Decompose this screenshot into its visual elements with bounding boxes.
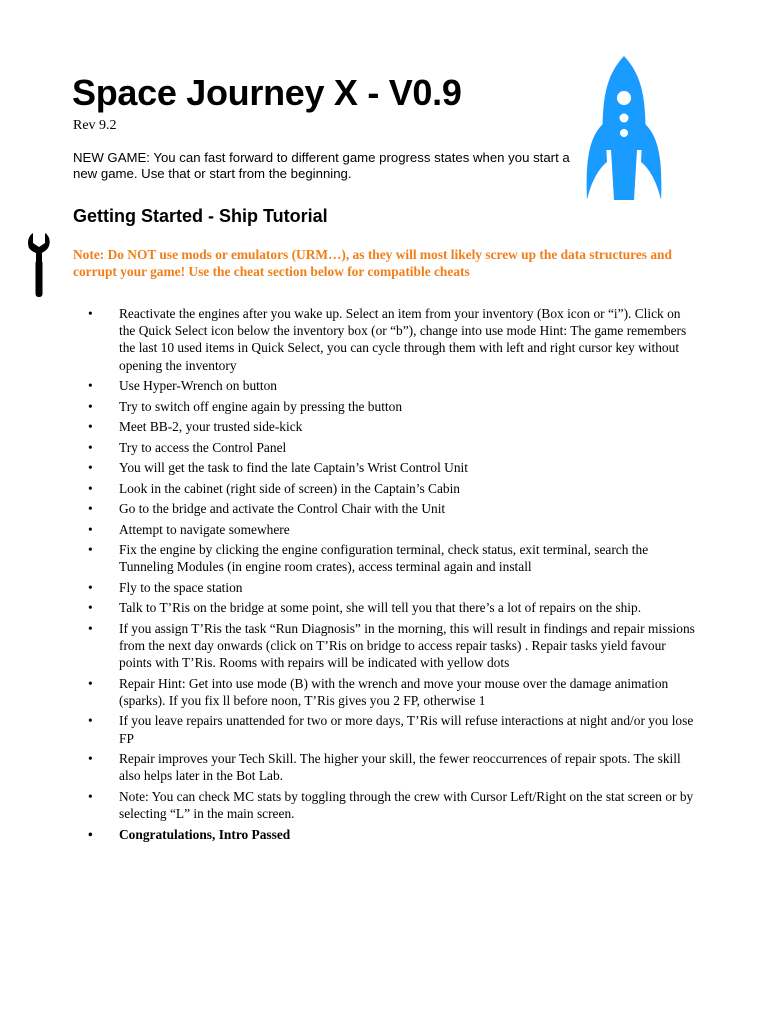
list-item: • Attempt to navigate somewhere [0, 521, 700, 538]
wrench-handle [36, 260, 43, 297]
wrench-head [28, 233, 50, 262]
list-item: • Note: You can check MC stats by toggling through the crew with Cursor Left/Right on the stat screen or by selecting “L” in the main screen. [0, 788, 700, 822]
list-item: • Fix the engine by clicking the engine configuration terminal, check status, exit terminal, search the Tunneling Modules (in engine room crates), access terminal again and install [0, 541, 700, 575]
new-game-paragraph: NEW GAME: You can fast forward to different game progress states when you start a new game. Use that or start from the beginning. [73, 150, 570, 181]
rocket-icon [583, 54, 665, 202]
list-item-final: • Congratulations, Intro Passed [0, 826, 700, 843]
tutorial-steps-list [0, 305, 700, 846]
list-item: • Meet BB-2, your trusted side-kick [0, 418, 700, 435]
list-item: • Use Hyper-Wrench on button [0, 377, 700, 394]
list-item: • Reactivate the engines after you wake up. Select an item from your inventory (Box icon or “i”). Click on the Quick Select icon below the inventory box (or “b”), change into use mode Hint: The game remembers the last 10 used items in Quick Select, you can cycle through them with left and right cursor key without opening the inventory [0, 305, 700, 374]
list-item: • If you leave repairs unattended for two or more days, T’Ris will refuse interactions at night and/or you lose FP [0, 712, 700, 746]
list-item: • Look in the cabinet (right side of screen) in the Captain’s Cabin [0, 480, 700, 497]
rocket-window-1 [617, 91, 631, 105]
list-item: • Try to access the Control Panel [0, 439, 700, 456]
warning-note: Note: Do NOT use mods or emulators (URM…), as they will most likely screw up the data structures and corrupt your game! Use the cheat section below for compatible cheats [73, 247, 672, 279]
list-item: • Go to the bridge and activate the Control Chair with the Unit [0, 500, 700, 517]
section-title: Getting Started - Ship Tutorial [73, 206, 328, 226]
rocket-window-3 [620, 129, 628, 137]
list-item: • Fly to the space station [0, 579, 700, 596]
rocket-nozzle [611, 150, 637, 200]
rocket-fin-left [587, 122, 607, 200]
list-item: • If you assign T’Ris the task “Run Diagnosis” in the morning, this will result in findings and repair missions from the next day onwards (click on T’Ris on bridge to access repair tasks) . Repair tasks yield favour points with T’Ris. Rooms with repairs will be indicated with yellow dots [0, 620, 700, 672]
rocket-fin-right [641, 122, 661, 200]
revision-label: Rev 9.2 [73, 118, 117, 133]
wrench-icon [27, 232, 51, 300]
page-title: Space Journey X - V0.9 [72, 72, 462, 113]
list-item: • Talk to T’Ris on the bridge at some point, she will tell you that there’s a lot of repairs on the ship. [0, 599, 700, 616]
list-item: • Repair improves your Tech Skill. The higher your skill, the fewer reoccurrences of repair spots. The skill also helps later in the Bot Lab. [0, 750, 700, 784]
list-item: • Repair Hint: Get into use mode (B) with the wrench and move your mouse over the damage animation (sparks). If you fix ll before noon, T’Ris gives you 2 FP, otherwise 1 [0, 675, 700, 709]
rocket-window-2 [620, 114, 629, 123]
list-item: • Try to switch off engine again by pressing the button [0, 398, 700, 415]
list-item: • You will get the task to find the late Captain’s Wrist Control Unit [0, 459, 700, 476]
